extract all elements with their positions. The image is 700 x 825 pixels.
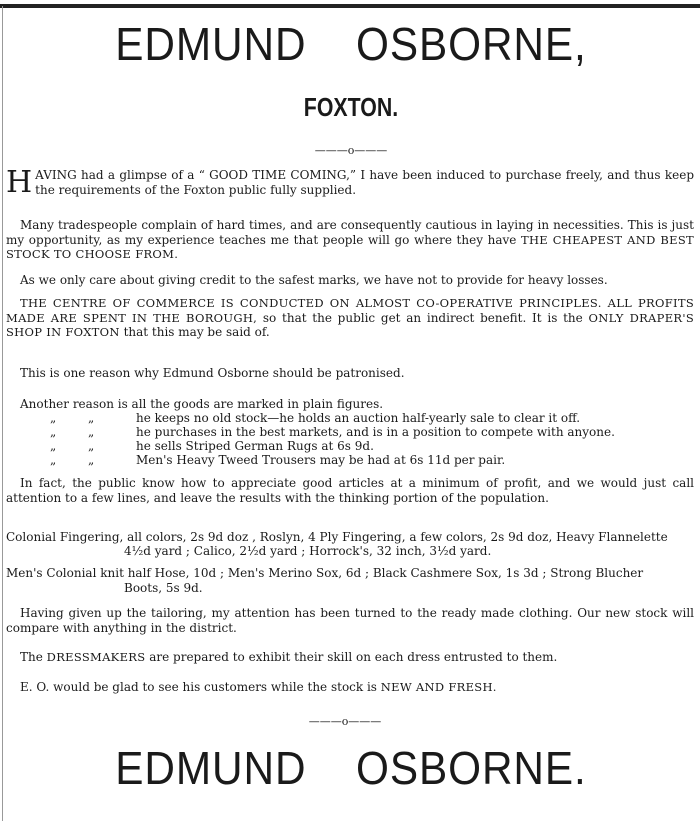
list-item-text: he sells Striped German Rugs at 6s 9d. xyxy=(136,439,374,453)
ditto-mark: „ xyxy=(88,411,95,425)
paragraph-centre-of-commerce xyxy=(6,296,694,340)
paragraph-credit: As we only care about giving credit to the safest marks, we have not to provide for heavy losses. xyxy=(20,273,608,287)
list-item xyxy=(6,411,694,425)
paragraph-calico-line: 4½d yard ; Calico, 2½d yard ; Horrock's, 32 inch, 3½d yard. xyxy=(124,544,492,558)
list-item xyxy=(6,439,694,453)
drop-cap: H xyxy=(6,165,33,200)
list-item xyxy=(6,453,694,467)
top-border-rule xyxy=(0,4,700,8)
paragraph-tailoring: Having given up the tailoring, my attention has been turned to the ready made clothing. Our new stock will compare with anything in the district. xyxy=(6,606,694,635)
ditto-mark: „ xyxy=(88,439,95,453)
paragraph-fingering-line: Colonial Fingering, all colors, 2s 9d doz , Roslyn, 4 Ply Fingering, a few colors, 2s 9d doz, Heavy Flannelette xyxy=(6,530,668,544)
ditto-mark: „ xyxy=(50,453,57,467)
ditto-mark: „ xyxy=(50,439,57,453)
paragraph-dressmakers xyxy=(20,650,694,665)
new-and-fresh-text: NEW AND FRESH. xyxy=(380,680,497,694)
paragraph-good-time xyxy=(6,165,694,200)
paragraph-text: Many tradespeople complain of hard times, and are consequently cautious in laying in necessities. This is just my opportunity, as my experience teaches me that people will go where they have xyxy=(6,218,694,247)
cheapest-stock-text: THE CHEAPEST AND BEST STOCK TO CHOOSE FROM. xyxy=(6,232,694,261)
list-item-text: Men's Heavy Tweed Trousers may be had at 6s 11d per pair. xyxy=(136,453,506,467)
paragraph-text: E. O. would be glad to see his customers while the stock is xyxy=(20,680,377,694)
dressmakers-text: DRESSMAKERS xyxy=(46,650,146,664)
paragraph-text: AVING had a glimpse of a “ GOOD TIME COMING,” I have been induced to purchase freely, and thus keep the requirements of the Foxton public fully supplied. xyxy=(35,168,694,197)
paragraph-text: are prepared to exhibit their skill on each dress entrusted to them. xyxy=(149,650,558,664)
paragraph-text: so that the public get an indirect benefit. It is the xyxy=(262,310,583,325)
paragraph-new-and-fresh xyxy=(20,680,694,695)
commerce-caps-text: THE CENTRE OF COMMERCE IS CONDUCTED ON ALMOST CO-OPERATIVE PRINCIPLES. ALL PROFITS MADE ARE SPENT IN THE BOROUGH, xyxy=(6,296,694,325)
list-item-text: he purchases in the best markets, and is in a position to compete with anyone. xyxy=(136,425,615,439)
section-divider: ———o——— xyxy=(308,715,382,728)
ditto-mark: „ xyxy=(50,411,57,425)
list-item xyxy=(6,425,694,439)
section-divider: ———o——— xyxy=(314,144,388,157)
paragraph-tradespeople xyxy=(6,218,694,262)
footer-shop-name: EDMUND OSBORNE. xyxy=(115,742,587,794)
town-heading: FOXTON. xyxy=(303,92,399,122)
paragraph-hose-line: Men's Colonial knit half Hose, 10d ; Men's Merino Sox, 6d ; Black Cashmere Sox, 1s 3d ; Strong Blucher xyxy=(6,566,644,580)
paragraph-another-reason: Another reason is all the goods are marked in plain figures. xyxy=(20,397,384,411)
paragraph-text: The xyxy=(20,650,43,664)
list-item-text: he keeps no old stock—he holds an auction half-yearly sale to clear it off. xyxy=(136,411,581,425)
shop-name-heading: EDMUND OSBORNE, xyxy=(115,18,587,70)
ditto-mark: „ xyxy=(50,425,57,439)
ditto-mark: „ xyxy=(88,425,95,439)
paragraph-text: that this may be said of. xyxy=(123,325,270,339)
only-draper-text: ONLY DRAPER'S SHOP IN FOXTON xyxy=(6,310,694,339)
left-border-rule xyxy=(2,6,3,821)
paragraph-patronised: This is one reason why Edmund Osborne should be patronised. xyxy=(20,366,405,380)
ditto-mark: „ xyxy=(88,453,95,467)
paragraph-in-fact: In fact, the public know how to appreciate good articles at a minimum of profit, and we would just call attention to a few lines, and leave the results with the thinking portion of the population. xyxy=(6,476,694,505)
paragraph-boots-line: Boots, 5s 9d. xyxy=(124,581,203,595)
